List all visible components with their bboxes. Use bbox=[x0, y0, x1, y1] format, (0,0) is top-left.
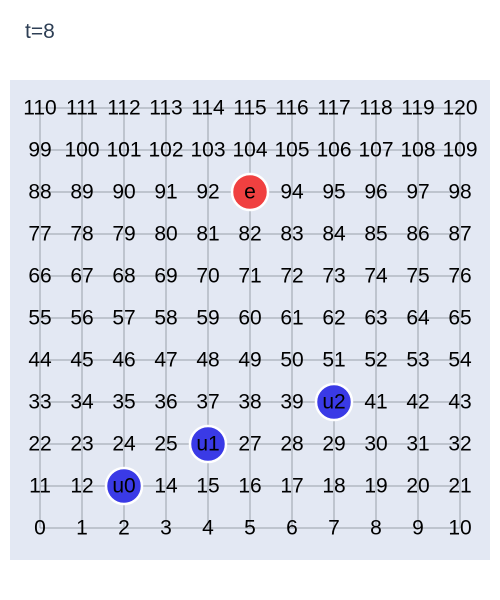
cell-label-43: 43 bbox=[448, 390, 472, 414]
cell-label-30: 30 bbox=[364, 432, 388, 456]
token-label-e: e bbox=[244, 180, 256, 204]
cell-label-62: 62 bbox=[322, 306, 346, 330]
grid-canvas bbox=[10, 80, 490, 560]
cell-label-67: 67 bbox=[70, 264, 94, 288]
cell-label-81: 81 bbox=[196, 222, 220, 246]
cell-label-29: 29 bbox=[322, 432, 346, 456]
cell-label-83: 83 bbox=[280, 222, 304, 246]
cell-label-108: 108 bbox=[400, 138, 436, 162]
cell-label-24: 24 bbox=[112, 432, 136, 456]
cell-label-0: 0 bbox=[34, 516, 46, 540]
cell-label-23: 23 bbox=[70, 432, 94, 456]
grid-board bbox=[10, 80, 490, 560]
cell-label-111: 111 bbox=[66, 96, 98, 120]
cell-label-105: 105 bbox=[274, 138, 310, 162]
cell-label-63: 63 bbox=[364, 306, 388, 330]
cell-label-16: 16 bbox=[238, 474, 262, 498]
cell-label-99: 99 bbox=[28, 138, 52, 162]
cell-label-109: 109 bbox=[442, 138, 478, 162]
cell-label-117: 117 bbox=[317, 96, 351, 120]
cell-label-11: 11 bbox=[29, 474, 51, 498]
cell-label-77: 77 bbox=[28, 222, 52, 246]
cell-label-61: 61 bbox=[280, 306, 304, 330]
cell-label-55: 55 bbox=[28, 306, 52, 330]
cell-label-32: 32 bbox=[448, 432, 472, 456]
cell-label-7: 7 bbox=[328, 516, 340, 540]
cell-label-65: 65 bbox=[448, 306, 472, 330]
cell-label-39: 39 bbox=[280, 390, 304, 414]
cell-label-1: 1 bbox=[76, 516, 88, 540]
cell-label-25: 25 bbox=[154, 432, 178, 456]
cell-label-114: 114 bbox=[191, 96, 225, 120]
cell-label-12: 12 bbox=[70, 474, 94, 498]
cell-label-8: 8 bbox=[370, 516, 382, 540]
cell-label-49: 49 bbox=[238, 348, 262, 372]
cell-label-86: 86 bbox=[406, 222, 430, 246]
cell-label-42: 42 bbox=[406, 390, 430, 414]
cell-label-2: 2 bbox=[118, 516, 130, 540]
cell-label-84: 84 bbox=[322, 222, 346, 246]
cell-label-87: 87 bbox=[448, 222, 472, 246]
token-label-u0: u0 bbox=[112, 474, 136, 498]
cell-label-19: 19 bbox=[364, 474, 388, 498]
cell-label-27: 27 bbox=[238, 432, 262, 456]
cell-label-110: 110 bbox=[23, 96, 57, 120]
cell-label-21: 21 bbox=[448, 474, 472, 498]
cell-label-95: 95 bbox=[322, 180, 346, 204]
cell-label-91: 91 bbox=[154, 180, 178, 204]
cell-label-38: 38 bbox=[238, 390, 262, 414]
cell-label-50: 50 bbox=[280, 348, 304, 372]
cell-label-112: 112 bbox=[107, 96, 141, 120]
cell-label-34: 34 bbox=[70, 390, 94, 414]
cell-label-45: 45 bbox=[70, 348, 94, 372]
cell-label-115: 115 bbox=[233, 96, 267, 120]
cell-label-104: 104 bbox=[232, 138, 268, 162]
cell-label-3: 3 bbox=[160, 516, 172, 540]
cell-label-56: 56 bbox=[70, 306, 94, 330]
cell-label-14: 14 bbox=[154, 474, 178, 498]
cell-label-53: 53 bbox=[406, 348, 430, 372]
cell-label-119: 119 bbox=[401, 96, 435, 120]
cell-label-22: 22 bbox=[28, 432, 52, 456]
cell-label-97: 97 bbox=[406, 180, 430, 204]
tokens bbox=[106, 174, 352, 504]
cell-label-72: 72 bbox=[280, 264, 304, 288]
cell-label-113: 113 bbox=[149, 96, 183, 120]
cell-label-58: 58 bbox=[154, 306, 178, 330]
token-u2 bbox=[316, 384, 352, 420]
cell-label-20: 20 bbox=[406, 474, 430, 498]
cell-label-17: 17 bbox=[280, 474, 304, 498]
cell-label-33: 33 bbox=[28, 390, 52, 414]
cell-label-35: 35 bbox=[112, 390, 136, 414]
cell-label-15: 15 bbox=[196, 474, 220, 498]
cell-label-94: 94 bbox=[280, 180, 304, 204]
cell-label-52: 52 bbox=[364, 348, 388, 372]
cell-label-103: 103 bbox=[190, 138, 226, 162]
cell-label-64: 64 bbox=[406, 306, 430, 330]
cell-label-106: 106 bbox=[316, 138, 352, 162]
token-e bbox=[232, 174, 268, 210]
cell-label-10: 10 bbox=[448, 516, 472, 540]
cell-label-76: 76 bbox=[448, 264, 472, 288]
cell-label-75: 75 bbox=[406, 264, 430, 288]
cell-label-80: 80 bbox=[154, 222, 178, 246]
cell-label-82: 82 bbox=[238, 222, 262, 246]
cell-label-18: 18 bbox=[322, 474, 346, 498]
cell-label-116: 116 bbox=[275, 96, 309, 120]
token-label-u2: u2 bbox=[322, 390, 346, 414]
cell-label-9: 9 bbox=[412, 516, 424, 540]
cell-label-96: 96 bbox=[364, 180, 388, 204]
cell-label-37: 37 bbox=[196, 390, 220, 414]
cell-label-5: 5 bbox=[244, 516, 256, 540]
cell-label-78: 78 bbox=[70, 222, 94, 246]
time-step-label: t=8 bbox=[25, 20, 55, 43]
cell-label-92: 92 bbox=[196, 180, 220, 204]
cell-label-85: 85 bbox=[364, 222, 388, 246]
token-u0 bbox=[106, 468, 142, 504]
cell-label-66: 66 bbox=[28, 264, 52, 288]
cell-label-101: 101 bbox=[106, 138, 142, 162]
cell-label-60: 60 bbox=[238, 306, 262, 330]
cell-label-41: 41 bbox=[364, 390, 388, 414]
cell-label-36: 36 bbox=[154, 390, 178, 414]
cell-label-73: 73 bbox=[322, 264, 346, 288]
cell-label-74: 74 bbox=[364, 264, 388, 288]
cell-label-59: 59 bbox=[196, 306, 220, 330]
cell-label-118: 118 bbox=[359, 96, 393, 120]
cell-label-68: 68 bbox=[112, 264, 136, 288]
cell-label-28: 28 bbox=[280, 432, 304, 456]
cell-label-98: 98 bbox=[448, 180, 472, 204]
cell-label-6: 6 bbox=[286, 516, 298, 540]
cell-label-31: 31 bbox=[406, 432, 430, 456]
cell-label-4: 4 bbox=[202, 516, 214, 540]
cell-label-69: 69 bbox=[154, 264, 178, 288]
cell-label-46: 46 bbox=[112, 348, 136, 372]
cell-label-88: 88 bbox=[28, 180, 52, 204]
cell-label-120: 120 bbox=[442, 96, 478, 120]
cell-label-71: 71 bbox=[238, 264, 262, 288]
cell-label-51: 51 bbox=[322, 348, 346, 372]
cell-label-107: 107 bbox=[358, 138, 394, 162]
token-label-u1: u1 bbox=[196, 432, 220, 456]
token-u1 bbox=[190, 426, 226, 462]
cell-label-70: 70 bbox=[196, 264, 220, 288]
cell-label-100: 100 bbox=[64, 138, 100, 162]
cell-label-57: 57 bbox=[112, 306, 136, 330]
cell-label-48: 48 bbox=[196, 348, 220, 372]
cell-label-79: 79 bbox=[112, 222, 136, 246]
cell-label-89: 89 bbox=[70, 180, 94, 204]
cell-label-54: 54 bbox=[448, 348, 472, 372]
cell-label-90: 90 bbox=[112, 180, 136, 204]
cell-label-44: 44 bbox=[28, 348, 52, 372]
cell-label-47: 47 bbox=[154, 348, 178, 372]
cell-label-102: 102 bbox=[148, 138, 184, 162]
